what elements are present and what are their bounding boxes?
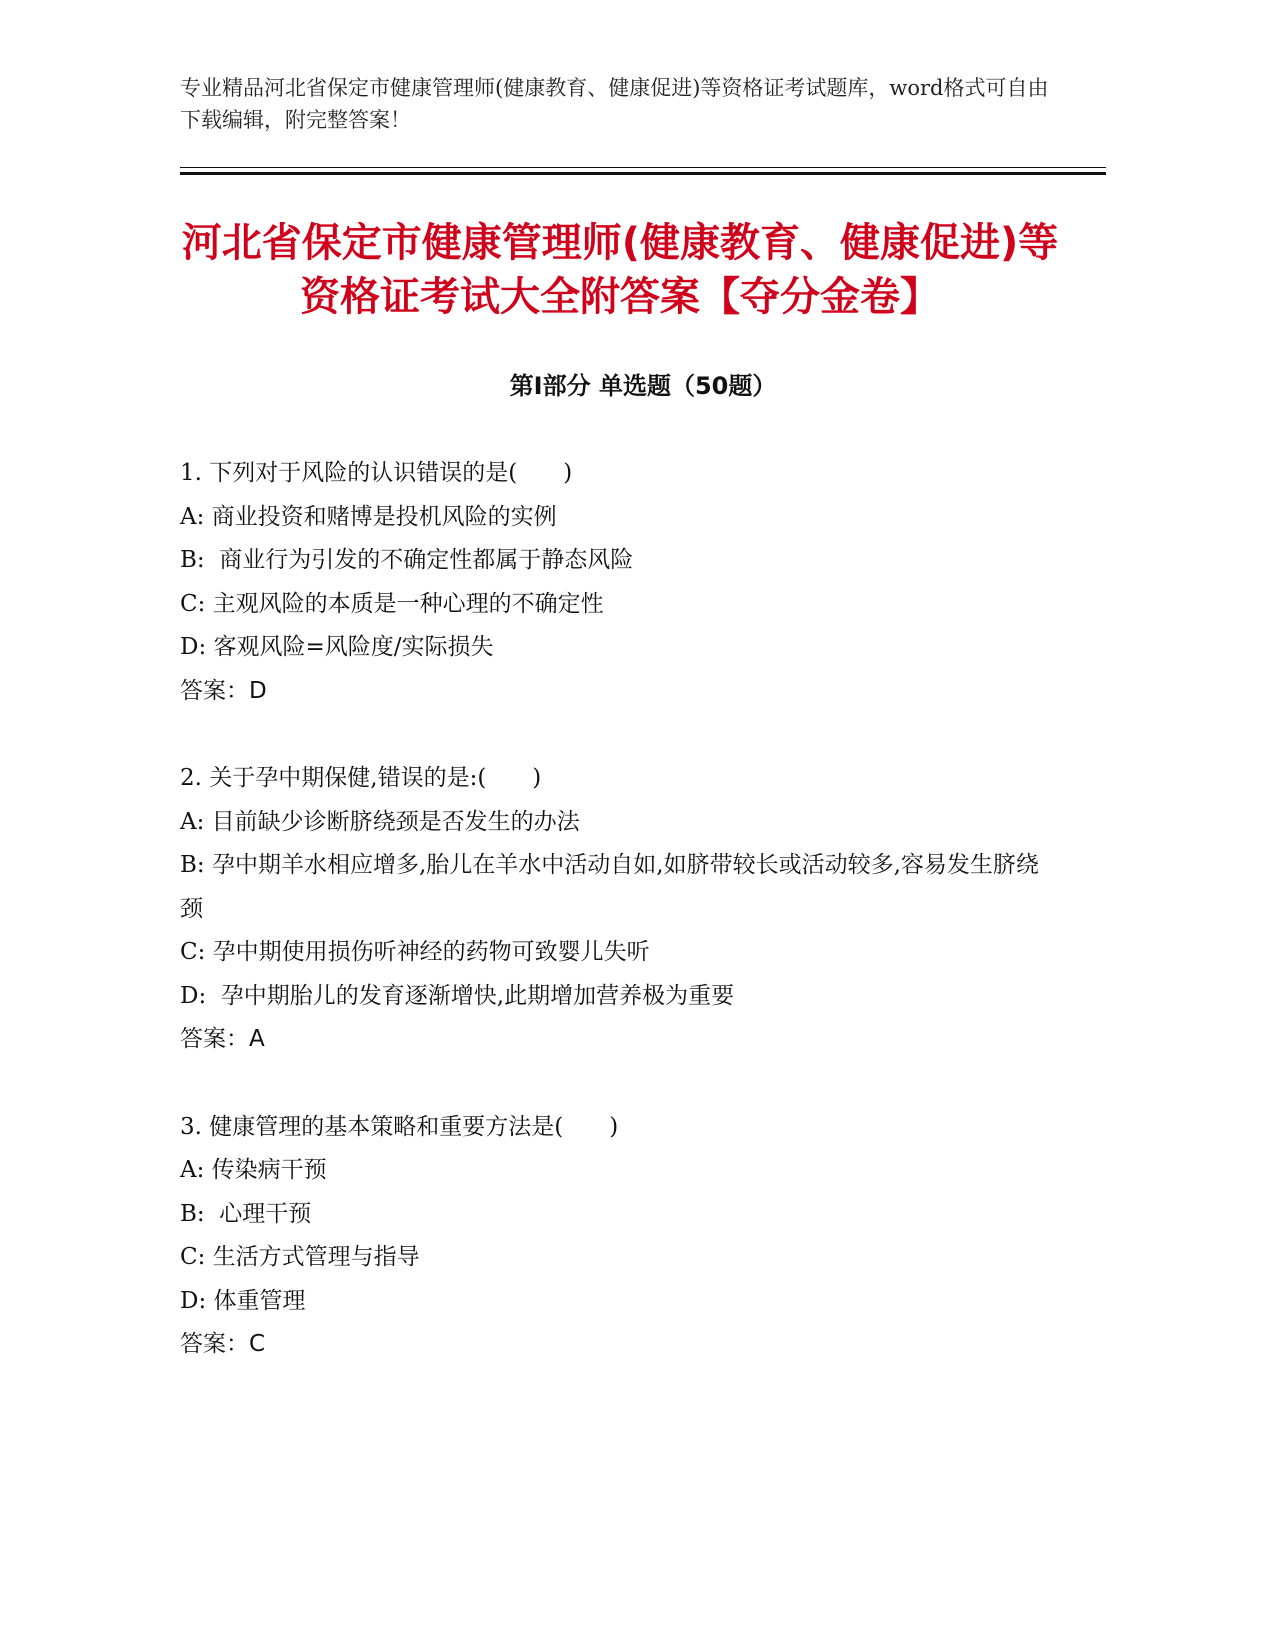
option-a: A: 传染病干预 xyxy=(180,1157,327,1183)
question-2 xyxy=(180,757,1040,1062)
question-stem: 3. 健康管理的基本策略和重要方法是( ) xyxy=(180,1113,619,1140)
option-b: B: 商业行为引发的不确定性都属于静态风险 xyxy=(180,547,634,573)
question-list xyxy=(180,452,1040,1411)
option-c: C: 生活方式管理与指导 xyxy=(180,1244,420,1270)
section-title: 第Ⅰ部分 单选题（50题） xyxy=(509,372,777,400)
header-note: 专业精品河北省保定市健康管理师(健康教育、健康促进)等资格证考试题库，word格式可自由下载编辑，附完整答案！ xyxy=(180,76,1049,132)
question-stem: 2. 关于孕中期保健,错误的是:( ) xyxy=(180,765,542,791)
answer-line: 答案：A xyxy=(180,1026,265,1052)
question-3 xyxy=(180,1106,1040,1367)
answer-line: 答案：D xyxy=(180,677,267,704)
option-d: D: 体重管理 xyxy=(180,1287,306,1314)
question-stem: 1. 下列对于风险的认识错误的是( ) xyxy=(180,460,573,486)
option-a: A: 目前缺少诊断脐绕颈是否发生的办法 xyxy=(180,808,580,835)
header-divider-thick xyxy=(180,172,1106,175)
option-b: B: 孕中期羊水相应增多,胎儿在羊水中活动自如,如脐带较长或活动较多,容易发生脐绕颈 xyxy=(180,852,1039,922)
answer-line: 答案：C xyxy=(180,1331,266,1357)
question-1 xyxy=(180,452,1040,713)
option-b: B: 心理干预 xyxy=(180,1200,312,1227)
header-divider-thin xyxy=(180,167,1106,168)
option-d: D: 客观风险=风险度/实际损失 xyxy=(180,634,494,660)
option-c: C: 主观风险的本质是一种心理的不确定性 xyxy=(180,590,604,617)
option-a: A: 商业投资和赌博是投机风险的实例 xyxy=(180,503,557,530)
option-d: D: 孕中期胎儿的发育逐渐增快,此期增加营养极为重要 xyxy=(180,982,735,1009)
option-c: C: 孕中期使用损伤听神经的药物可致婴儿失听 xyxy=(180,939,650,965)
document-title: 河北省保定市健康管理师(健康教育、健康促进)等资格证考试大全附答案【夺分金卷】 xyxy=(181,220,1059,320)
